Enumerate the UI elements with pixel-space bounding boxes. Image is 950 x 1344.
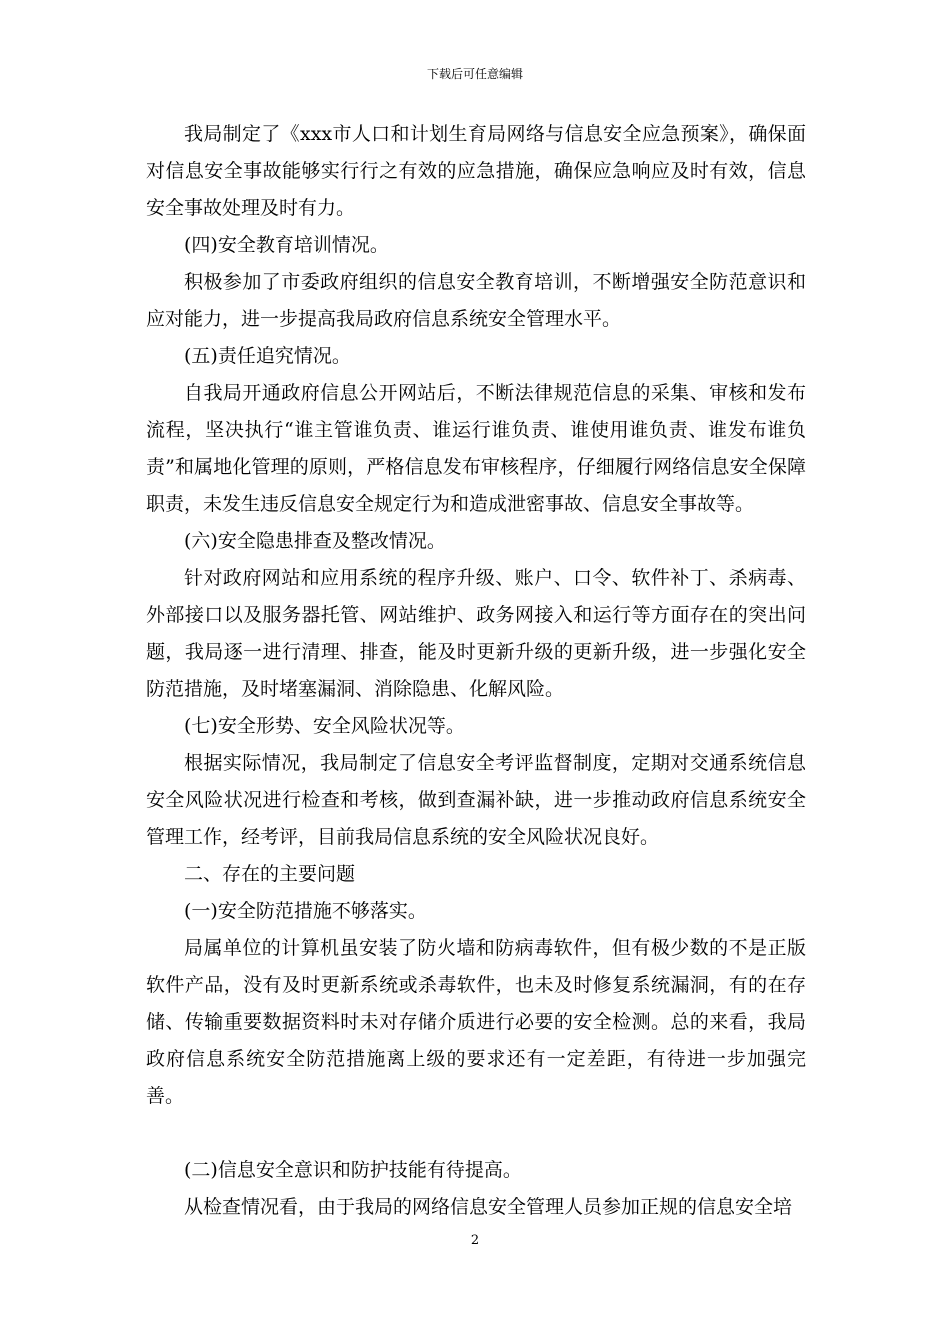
page-number: 2 xyxy=(470,1233,480,1248)
paragraph-training: 积极参加了市委政府组织的信息安全教育培训，不断增强安全防范意识和应对能力，进一步提高我局政府信息系统安全管理水平。 xyxy=(146,271,806,330)
heading-measures: (一)安全防范措施不够落实。 xyxy=(184,900,427,922)
paragraph-awareness: 从检查情况看，由于我局的网络信息安全管理人员参加正规的信息安全培 xyxy=(184,1196,793,1218)
paragraph-measures: 局属单位的计算机虽安装了防火墙和防病毒软件，但有极少数的不是正版软件产品，没有及时更新系统或杀毒软件，也未及时修复系统漏洞，有的在存储、传输重要数据资料时未对存储介质进行必要的安全检测。总的来看，我局政府信息系统安全防范措施离上级的要求还有一定差距，有待进一步加强完善。 xyxy=(146,937,806,1107)
heading-awareness: (二)信息安全意识和防护技能有待提高。 xyxy=(184,1159,522,1181)
paragraph-gap xyxy=(146,1115,806,1152)
document-body xyxy=(146,116,806,1226)
paragraph-hazard-check: 针对政府网站和应用系统的程序升级、账户、口令、软件补丁、杀病毒、外部接口以及服务器托管、网站维护、政务网接入和运行等方面存在的突出问题，我局逐一进行清理、排查，能及时更新升级的更新升级，进一步强化安全防范措施，及时堵塞漏洞、消除隐患、化解风险。 xyxy=(146,567,806,700)
paragraph-risk-status: 根据实际情况，我局制定了信息安全考评监督制度，定期对交通系统信息安全风险状况进行检查和考核，做到查漏补缺，进一步推动政府信息系统安全管理工作，经考评，目前我局信息系统的安全风险状况良好。 xyxy=(146,752,806,848)
heading-accountability: (五)责任追究情况。 xyxy=(184,345,351,367)
paragraph-emergency-plan: 我局制定了《xxx市人口和计划生育局网络与信息安全应急预案》，确保面对信息安全事故能够实行行之有效的应急措施，确保应急响应及时有效，信息安全事故处理及时有力。 xyxy=(146,123,806,219)
heading-hazard-check: (六)安全隐患排查及整改情况。 xyxy=(184,530,446,552)
paragraph-accountability: 自我局开通政府信息公开网站后，不断法律规范信息的采集、审核和发布流程，坚决执行“谁主管谁负责、谁运行谁负责、谁使用谁负责、谁发布谁负责”和属地化管理的原则，严格信息发布审核程序，仔细履行网络信息安全保障职责，未发生违反信息安全规定行为和造成泄密事故、信息安全事故等。 xyxy=(146,382,806,515)
heading-training: (四)安全教育培训情况。 xyxy=(184,234,389,256)
section-heading-problems: 二、存在的主要问题 xyxy=(184,863,356,885)
heading-risk-status: (七)安全形势、安全风险状况等。 xyxy=(184,715,465,737)
page-header: 下载后可任意编辑 xyxy=(426,67,523,81)
